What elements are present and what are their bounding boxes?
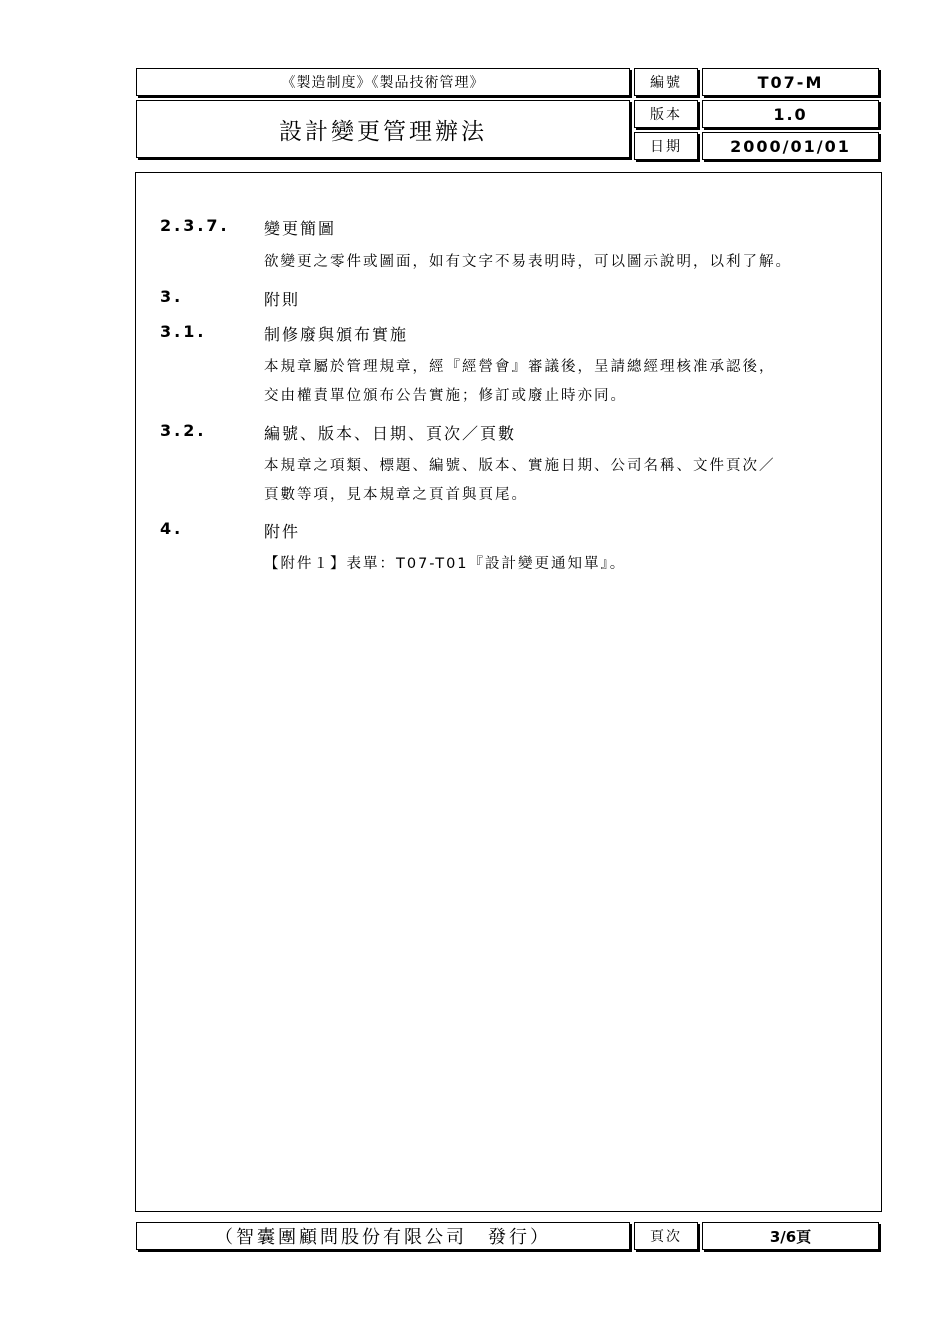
section-heading: 編號、版本、日期、頁次／頁數 <box>264 424 517 443</box>
page-number: 3/6頁 <box>702 1222 879 1250</box>
section-number: 3.2. <box>160 421 207 440</box>
section-heading: 附則 <box>264 290 301 309</box>
date-label: 日期 <box>634 132 698 160</box>
section-paragraph: 本規章屬於管理規章，經『經營會』審議後，呈請總經理核准承認後， <box>264 359 776 375</box>
section-paragraph: 【附件１】表單：T07-T01『設計變更通知單』。 <box>264 556 627 572</box>
code-value: T07-M <box>702 68 879 96</box>
document-title: 設計變更管理辦法 <box>136 100 630 158</box>
document-series: 《製造制度》《製品技術管理》 <box>136 68 630 96</box>
section-heading: 變更簡圖 <box>264 219 337 238</box>
publisher-note: （智囊團顧問股份有限公司 發行） <box>136 1222 630 1250</box>
version-label: 版本 <box>634 100 698 128</box>
section-number: 4. <box>160 519 184 538</box>
section-paragraph: 交由權責單位頒布公告實施；修訂或廢止時亦同。 <box>264 388 627 404</box>
page-label: 頁次 <box>634 1222 698 1250</box>
section-paragraph: 本規章之項類、標題、編號、版本、實施日期、公司名稱、文件頁次／ <box>264 458 776 474</box>
date-value: 2000/01/01 <box>702 132 879 160</box>
section-heading: 制修廢與頒布實施 <box>264 325 409 344</box>
section-number: 2.3.7. <box>160 216 230 235</box>
section-number: 3.1. <box>160 322 207 341</box>
section-paragraph: 頁數等項，見本規章之頁首與頁尾。 <box>264 487 528 503</box>
document-body-frame <box>135 172 882 1212</box>
code-label: 編號 <box>634 68 698 96</box>
section-heading: 附件 <box>264 522 301 541</box>
section-paragraph: 欲變更之零件或圖面，如有文字不易表明時，可以圖示說明，以利了解。 <box>264 254 792 270</box>
section-number: 3. <box>160 287 184 306</box>
version-value: 1.0 <box>702 100 879 128</box>
